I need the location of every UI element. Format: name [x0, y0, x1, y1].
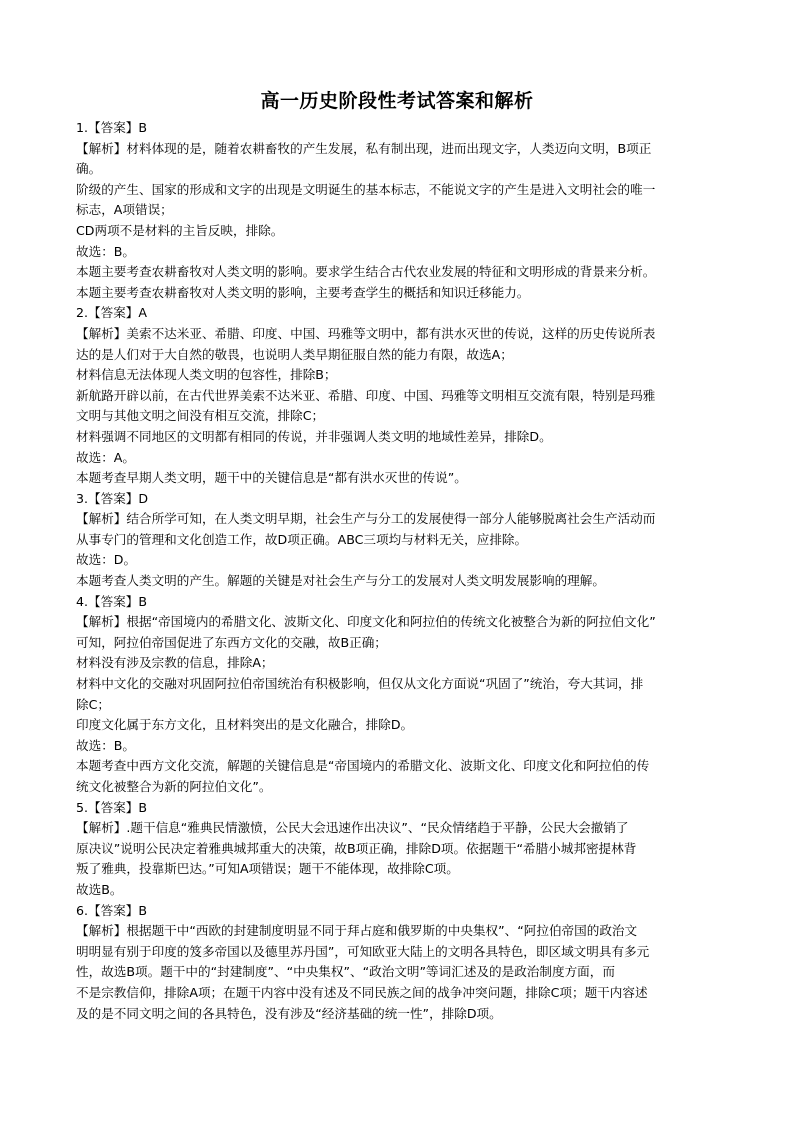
text-line: 统文化被整合为新的阿拉伯文化”。	[76, 779, 272, 794]
text-line: 材料没有涉及宗教的信息，排除A；	[76, 655, 274, 671]
text-line: 【解析】结合所学可知，在人类文明早期，社会生产与分工的发展使得一部分人能够脱离社会生产活动而	[76, 511, 656, 527]
text-line: 原决议”说明公民决定着雅典城邦重大的决策，故B项正确，排除D项。依据题干“希腊小城邦密提林背	[76, 840, 637, 856]
text-line: 3.【答案】D	[76, 490, 149, 506]
text-line: 从事专门的管理和文化创造工作，故D项正确。ABC三项均与材料无关，应排除。	[76, 531, 528, 547]
page-title: 高一历史阶段性考试答案和解析	[260, 90, 534, 112]
text-line: 新航路开辟以前，在古代世界美索不达米亚、希腊、印度、中国、玛雅等文明相互交流有限，特别是玛雅	[76, 387, 656, 403]
text-line: 本题考查早期人类文明，题干中的关键信息是“都有洪水灭世的传说”。	[76, 470, 467, 486]
text-line: 及的是不同文明之间的各具特色，没有涉及“经济基础的统一性”，排除D项。	[76, 1005, 502, 1021]
text-line: 不是宗教信仰，排除A项；在题干内容中没有述及不同民族之间的战争冲突问题，排除C项；题干内容述	[76, 984, 648, 1000]
text-line: 【解析】美索不达米亚、希腊、印度、中国、玛雅等文明中，都有洪水灭世的传说，这样的历史传说所表	[76, 325, 656, 341]
text-line: 文明与其他文明之间没有相互交流，排除C；	[76, 408, 325, 424]
text-line: CD两项不是材料的主旨反映，排除。	[76, 222, 284, 238]
text-line: 故选：D。	[76, 552, 137, 568]
text-line: 故选B。	[76, 881, 123, 897]
text-line: 4.【答案】B	[76, 593, 148, 609]
text-line: 2.【答案】A	[76, 305, 148, 321]
text-line: 【解析】材料体现的是，随着农耕畜牧的产生发展，私有制出现，进而出现文字，人类迈向文明，B项正	[76, 140, 652, 156]
text-line: 材料中文化的交融对巩固阿拉伯帝国统治有积极影响，但仅从文化方面说“巩固了”统治，夸大其词，排	[76, 676, 644, 692]
answer-content	[76, 118, 718, 1024]
text-line: 除C；	[76, 696, 110, 712]
text-line: 5.【答案】B	[76, 799, 148, 815]
text-line: 故选：B。	[76, 737, 136, 753]
text-line: 【解析】.题干信息“雅典民情激愤，公民大会迅速作出决议”、“民众情绪趋于平静，公民大会撤销了	[76, 820, 629, 836]
text-line: 叛了雅典，投靠斯巴达。”可知A项错误；题干不能体现，故排除C项。	[76, 861, 459, 877]
text-line: 标志，A项错误；	[76, 202, 173, 218]
text-line: 故选：B。	[76, 243, 136, 259]
text-line: 本题主要考查农耕畜牧对人类文明的影响。要求学生结合古代农业发展的特征和文明形成的背景来分析。	[76, 264, 656, 280]
text-line: 6.【答案】B	[76, 902, 148, 918]
text-line: 确。	[76, 161, 102, 177]
text-line: 1.【答案】B	[76, 120, 148, 135]
text-line: 达的是人们对于大自然的敬畏，也说明人类早期征服自然的能力有限，故选A；	[76, 346, 513, 362]
text-line: 材料信息无法体现人类文明的包容性，排除B；	[76, 367, 337, 383]
text-line: 性，故选B项。题干中的“封建制度”、“中央集权”、“政治文明”等词汇述及的是政治制度方面，而	[76, 964, 615, 980]
text-line: 故选：A。	[76, 449, 135, 465]
text-line: 明明显有别于印度的笈多帝国以及德里苏丹国”，可知欧亚大陆上的文明各具特色，即区域文明具有多元	[76, 943, 650, 959]
text-line: 本题考查人类文明的产生。解题的关键是对社会生产与分工的发展对人类文明发展影响的理解。	[76, 573, 605, 589]
text-line: 可知，阿拉伯帝国促进了东西方文化的交融，故B正确；	[76, 634, 387, 650]
text-line: 本题主要考查农耕畜牧对人类文明的影响，主要考查学生的概括和知识迁移能力。	[76, 284, 530, 300]
text-line: 本题考查中西方文化交流，解题的关键信息是“帝国境内的希腊文化、波斯文化、印度文化和阿拉伯的传	[76, 758, 650, 774]
text-line: 印度文化属于东方文化，且材料突出的是文化融合，排除D。	[76, 717, 414, 733]
text-line: 【解析】根据“帝国境内的希腊文化、波斯文化、印度文化和阿拉伯的传统文化被整合为新的阿拉伯文化”	[76, 614, 656, 630]
text-line: 材料强调不同地区的文明都有相同的传说，并非强调人类文明的地域性差异，排除D。	[76, 428, 552, 444]
text-line: 【解析】根据题干中“西欧的封建制度明显不同于拜占庭和俄罗斯的中央集权”、“阿拉伯帝国的政治文	[76, 923, 638, 939]
text-line: 阶级的产生、国家的形成和文字的出现是文明诞生的基本标志，不能说文字的产生是进入文明社会的唯一	[76, 181, 656, 197]
